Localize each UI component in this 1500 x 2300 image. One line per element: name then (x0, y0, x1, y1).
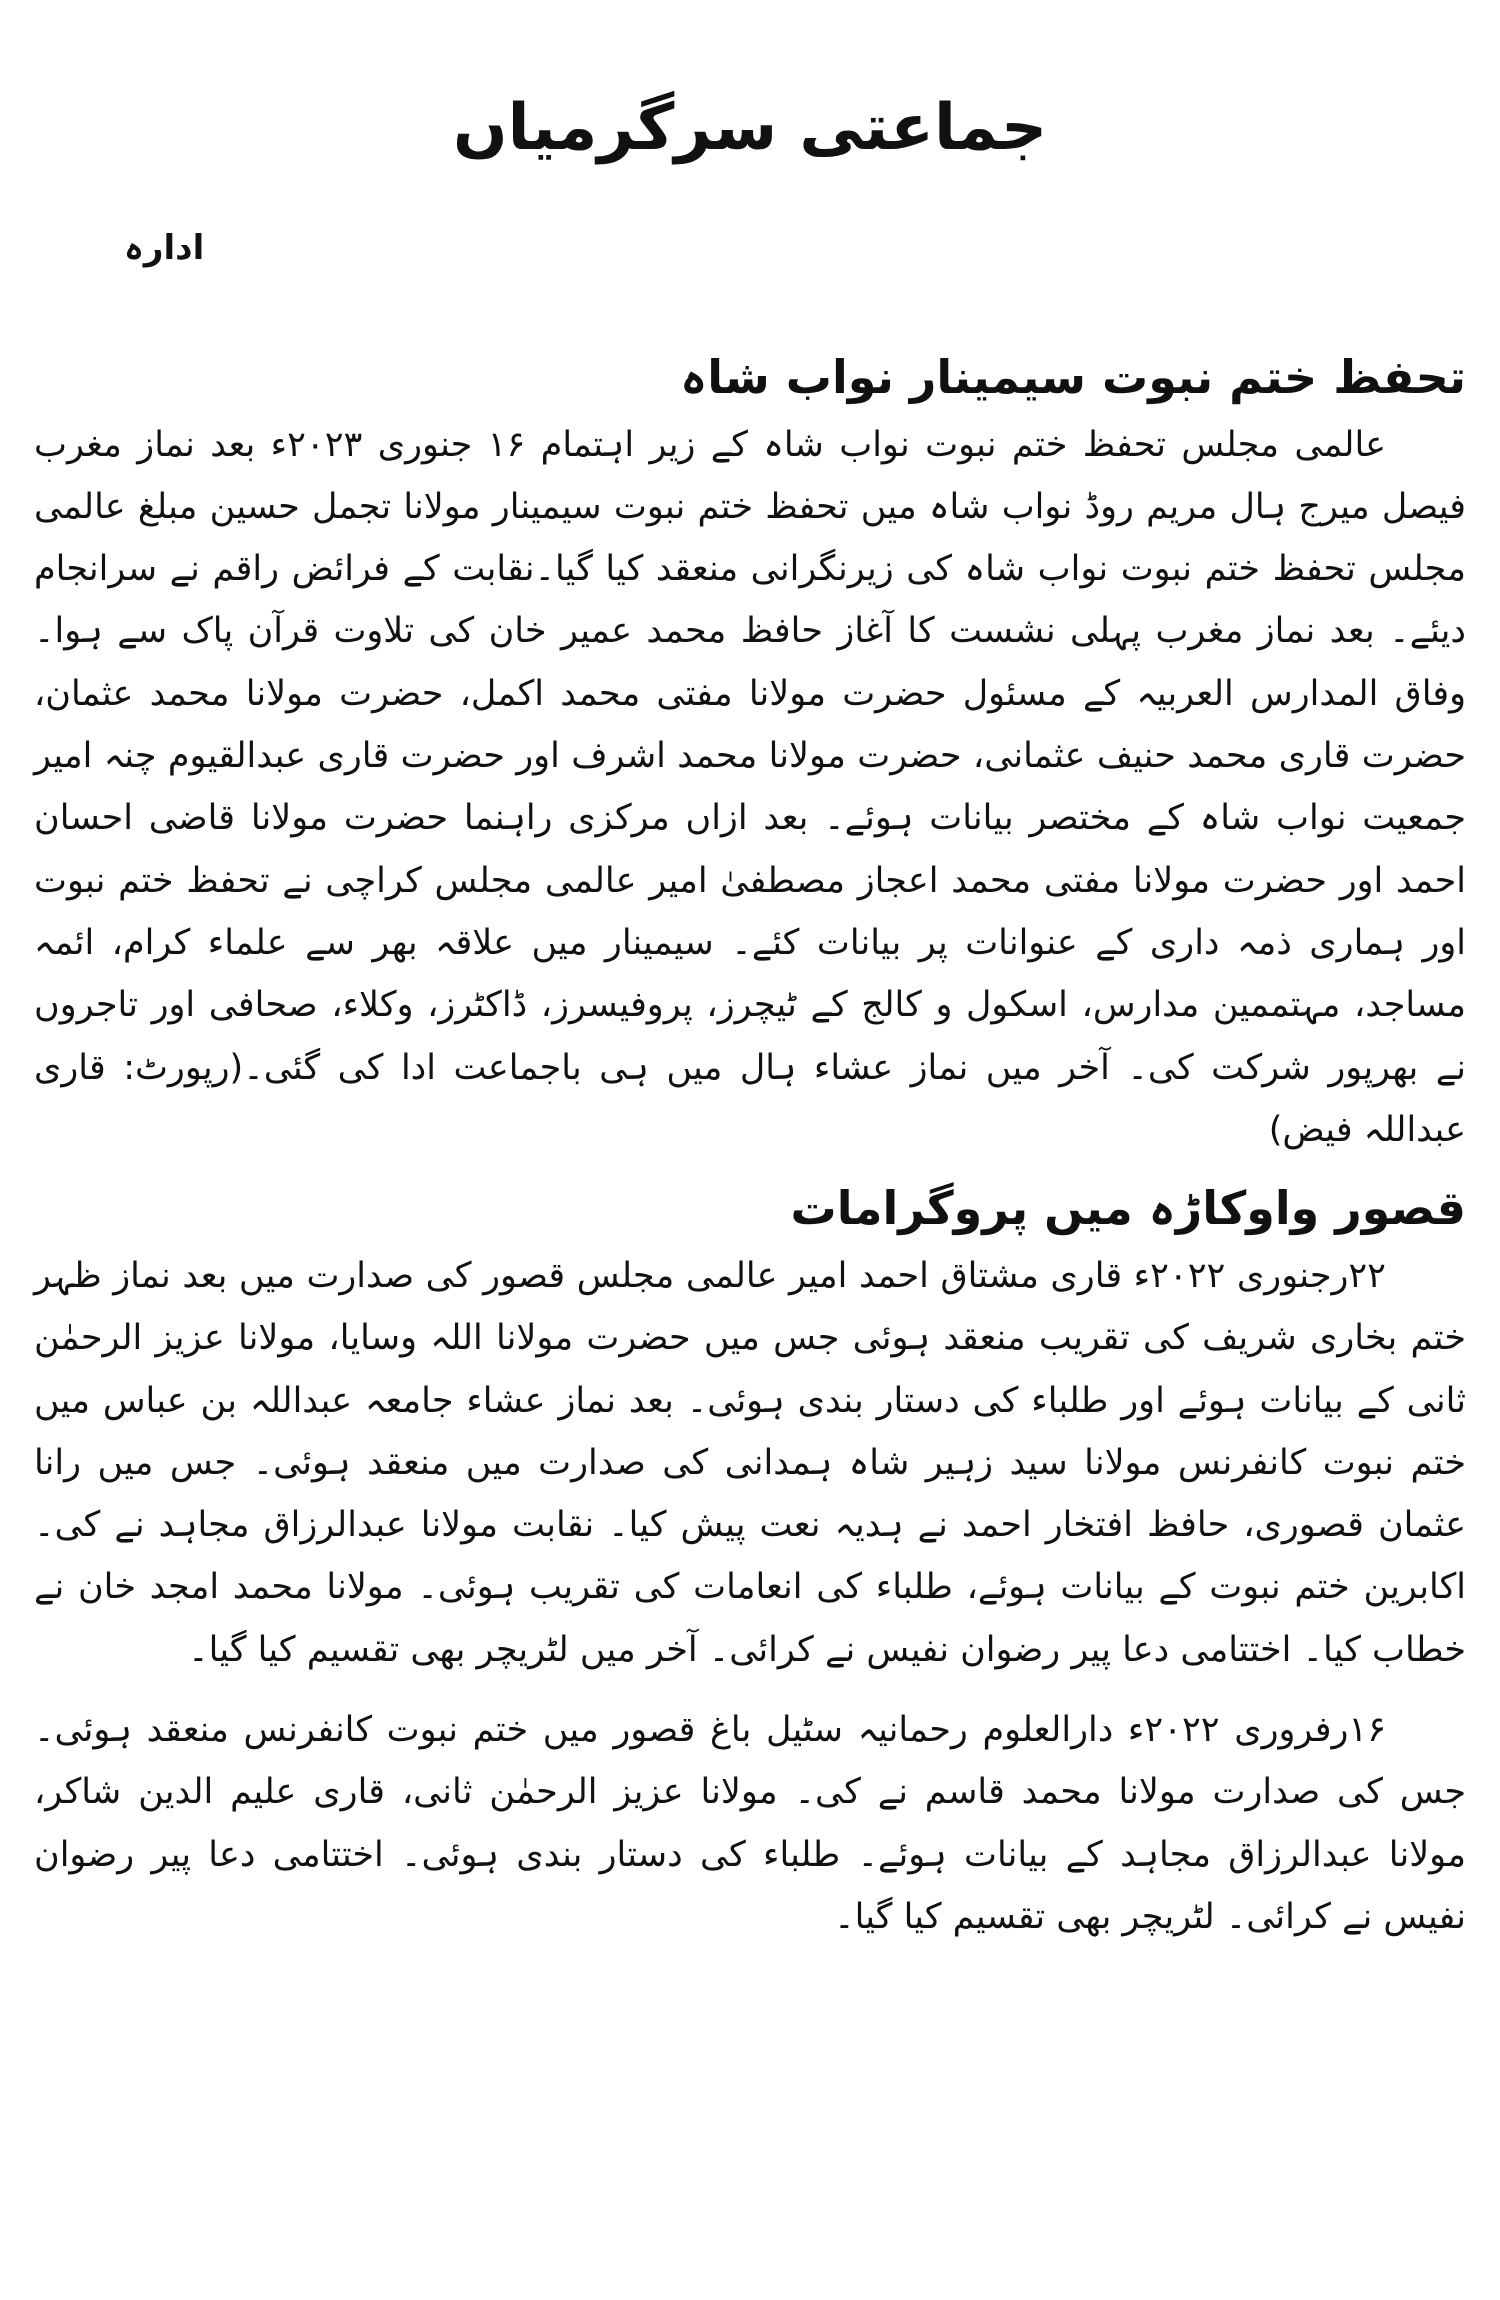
section-kasur-okara (34, 1179, 1466, 1948)
section-paragraph: ۱۶رفروری ۲۰۲۲ء دارالعلوم رحمانیہ سٹیل باغ قصور میں ختم نبوت کانفرنس منعقد ہوئی۔ جس کی صدارت مولانا محمد قاسم نے کی۔ مولانا عزیز الرحمٰن ثانی، قاری علیم الدین شاکر، مولانا عبدالرزاق مجاہد کے بیانات ہوئے۔ طلباء کی دستار بندی ہوئی۔ اختتامی دعا پیر رضوان نفیس نے کرائی۔ لٹریچر بھی تقسیم کیا گیا۔ (34, 1710, 1466, 1937)
section-nawabshah (34, 348, 1466, 1161)
section-heading: تحفظ ختم نبوت سیمینار نواب شاہ (680, 349, 1466, 404)
section-paragraph: عالمی مجلس تحفظ ختم نبوت نواب شاہ کے زیر اہتمام ۱۶ جنوری ۲۰۲۳ء بعد نماز مغرب فیصل میرج ہال مریم روڈ نواب شاہ میں تحفظ ختم نبوت سیمینار مولانا تجمل حسین مبلغ عالمی مجلس تحفظ ختم نبوت نواب شاہ کی زیرنگرانی منعقد کیا گیا۔نقابت کے فرائض راقم نے سرانجام دیئے۔ بعد نماز مغرب پہلی نشست کا آغاز حافظ محمد عمیر خان کی تلاوت قرآن پاک سے ہوا۔وفاق المدارس العربیہ کے مسئول حضرت مولانا مفتی محمد اکمل، حضرت مولانا محمد عثمان، حضرت قاری محمد حنیف عثمانی، حضرت مولانا محمد اشرف اور حضرت قاری عبدالقیوم چنہ امیر جمعیت نواب شاہ کے مختصر بیانات ہوئے۔ بعد ازاں مرکزی راہنما حضرت مولانا قاضی احسان احمد اور حضرت مولانا مفتی محمد اعجاز مصطفیٰ امیر عالمی مجلس کراچی نے تحفظ ختم نبوت اور ہماری ذمہ داری کے عنوانات پر بیانات کئے۔ سیمینار میں علاقہ بھر سے علماء کرام، ائمہ مساجد، مہتممین مدارس، اسکول و کالج کے ٹیچرز، پروفیسرز، ڈاکٹرز، وکلاء، صحافی اور تاجروں نے بھرپور شرکت کی۔ آخر میں نماز عشاء ہال میں ہی باجماعت ادا کی گئی۔(رپورٹ: قاری عبداللہ فیض) (34, 424, 1466, 1150)
page-title: جماعتی سرگرمیاں (452, 91, 1048, 165)
section-heading: قصور واوکاڑہ میں پروگرامات (790, 1181, 1466, 1236)
byline: ادارہ (124, 227, 205, 268)
section-paragraph: ۲۲رجنوری ۲۰۲۲ء قاری مشتاق احمد امیر عالمی مجلس قصور کی صدارت میں بعد نماز ظہر ختم بخاری شریف کی تقریب منعقد ہوئی جس میں حضرت مولانا اللہ وسایا، مولانا عزیز الرحمٰن ثانی کے بیانات ہوئے اور طلباء کی دستار بندی ہوئی۔ بعد نماز عشاء جامعہ عبداللہ بن عباس میں ختم نبوت کانفرنس مولانا سید زہیر شاہ ہمدانی کی صدارت میں منعقد ہوئی۔ جس میں رانا عثمان قصوری، حافظ افتخار احمد نے ہدیہ نعت پیش کیا۔ نقابت مولانا عبدالرزاق مجاہد نے کی۔ اکابرین ختم نبوت کے بیانات ہوئے، طلباء کی انعامات کی تقریب ہوئی۔ مولانا محمد امجد خان نے خطاب کیا۔ اختتامی دعا پیر رضوان نفیس نے کرائی۔ آخر میں لٹریچر بھی تقسیم کیا گیا۔ (34, 1255, 1466, 1670)
